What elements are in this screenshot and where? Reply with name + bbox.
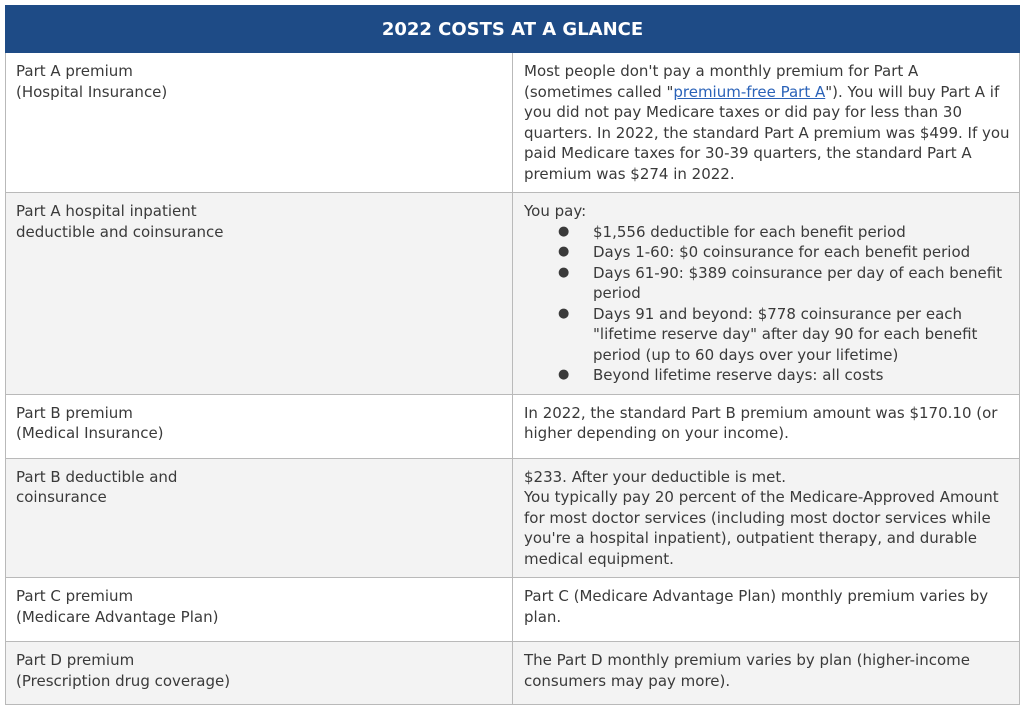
- row-label-line1: Part B deductible and: [16, 467, 178, 486]
- table-title: 2022 COSTS AT A GLANCE: [6, 6, 1020, 53]
- desc-line2: You typically pay 20 percent of the Medicare-Approved Amount for most doctor services (including most doctor services while you're a hospital inpatient), outpatient therapy, and durable medical equipment.: [524, 488, 999, 568]
- bullet-icon: ●: [558, 244, 570, 259]
- table-row: [6, 578, 1020, 642]
- table-row: [6, 642, 1020, 705]
- list-item-text: Days 91 and beyond: $778 coinsurance per each "lifetime reserve day" after day 90 for each benefit period (up to 60 days over your lifetime): [593, 304, 978, 364]
- row-label-line2: (Medical Insurance): [16, 424, 164, 442]
- row-label-line1: Part B premium: [16, 403, 133, 422]
- bullet-icon: ●: [558, 367, 570, 382]
- row-label-line2: coinsurance: [16, 488, 107, 506]
- desc-line1: $233. After your deductible is met.: [524, 467, 786, 486]
- row-label-line2: deductible and coinsurance: [16, 222, 224, 241]
- row-description: Part C (Medicare Advantage Plan) monthly premium varies by plan.: [513, 578, 1020, 642]
- table-row: [6, 53, 1020, 193]
- costs-table: [5, 5, 1020, 705]
- table-row: [6, 458, 1020, 578]
- list-item-text: Beyond lifetime reserve days: all costs: [593, 366, 884, 384]
- bullet-icon: ●: [558, 264, 570, 280]
- bullet-icon: ●: [558, 223, 570, 239]
- inpatient-cost-list: [524, 222, 1011, 386]
- row-label: [6, 53, 513, 193]
- table-row: [6, 193, 1020, 395]
- list-item-text: Days 61-90: $389 coinsurance per day of each benefit period: [593, 263, 1003, 302]
- desc-text-after-link: "). You will buy Part A if you did not pay Medicare taxes or did pay for less than 30 quarters. In 2022, the standard Part A premium was $499. If you paid Medicare taxes for 30-39 quarters, the standard Part A premium was $274 in 2022.: [524, 82, 1010, 183]
- row-label-line1: Part A hospital inpatient: [16, 202, 197, 220]
- row-description: [513, 193, 1020, 395]
- row-label: [6, 642, 513, 705]
- row-label: [6, 394, 513, 458]
- row-description: [513, 458, 1020, 578]
- row-label-line2: (Prescription drug coverage): [16, 671, 231, 690]
- table-row: [6, 394, 1020, 458]
- row-label: [6, 458, 513, 578]
- costs-table-wrapper: [5, 5, 1020, 705]
- desc-text-before-link: Most people don't pay a monthly premium for Part A (sometimes called ": [524, 62, 919, 101]
- row-label: [6, 193, 513, 395]
- list-item: [558, 242, 1011, 263]
- list-item-text: Days 1-60: $0 coinsurance for each benefit period: [593, 243, 971, 261]
- row-description: The Part D monthly premium varies by plan (higher-income consumers may pay more).: [513, 642, 1020, 705]
- bullet-icon: ●: [558, 305, 570, 321]
- row-label-line2: (Hospital Insurance): [16, 82, 168, 101]
- you-pay-intro: You pay:: [524, 202, 587, 220]
- list-item: [558, 365, 1011, 386]
- row-label-line2: (Medicare Advantage Plan): [16, 607, 219, 626]
- row-description: In 2022, the standard Part B premium amount was $170.10 (or higher depending on your income).: [513, 394, 1020, 458]
- row-label-line1: Part A premium: [16, 62, 133, 80]
- row-label: [6, 578, 513, 642]
- list-item: [558, 304, 1011, 366]
- row-label-line1: Part D premium: [16, 651, 135, 669]
- row-label-line1: Part C premium: [16, 587, 134, 605]
- table-header-row: [6, 6, 1020, 53]
- premium-free-part-a-link[interactable]: premium-free Part A: [673, 82, 826, 101]
- list-item: [558, 263, 1011, 304]
- list-item-text: $1,556 deductible for each benefit period: [593, 222, 906, 241]
- list-item: [558, 222, 1011, 243]
- row-description: [513, 53, 1020, 193]
